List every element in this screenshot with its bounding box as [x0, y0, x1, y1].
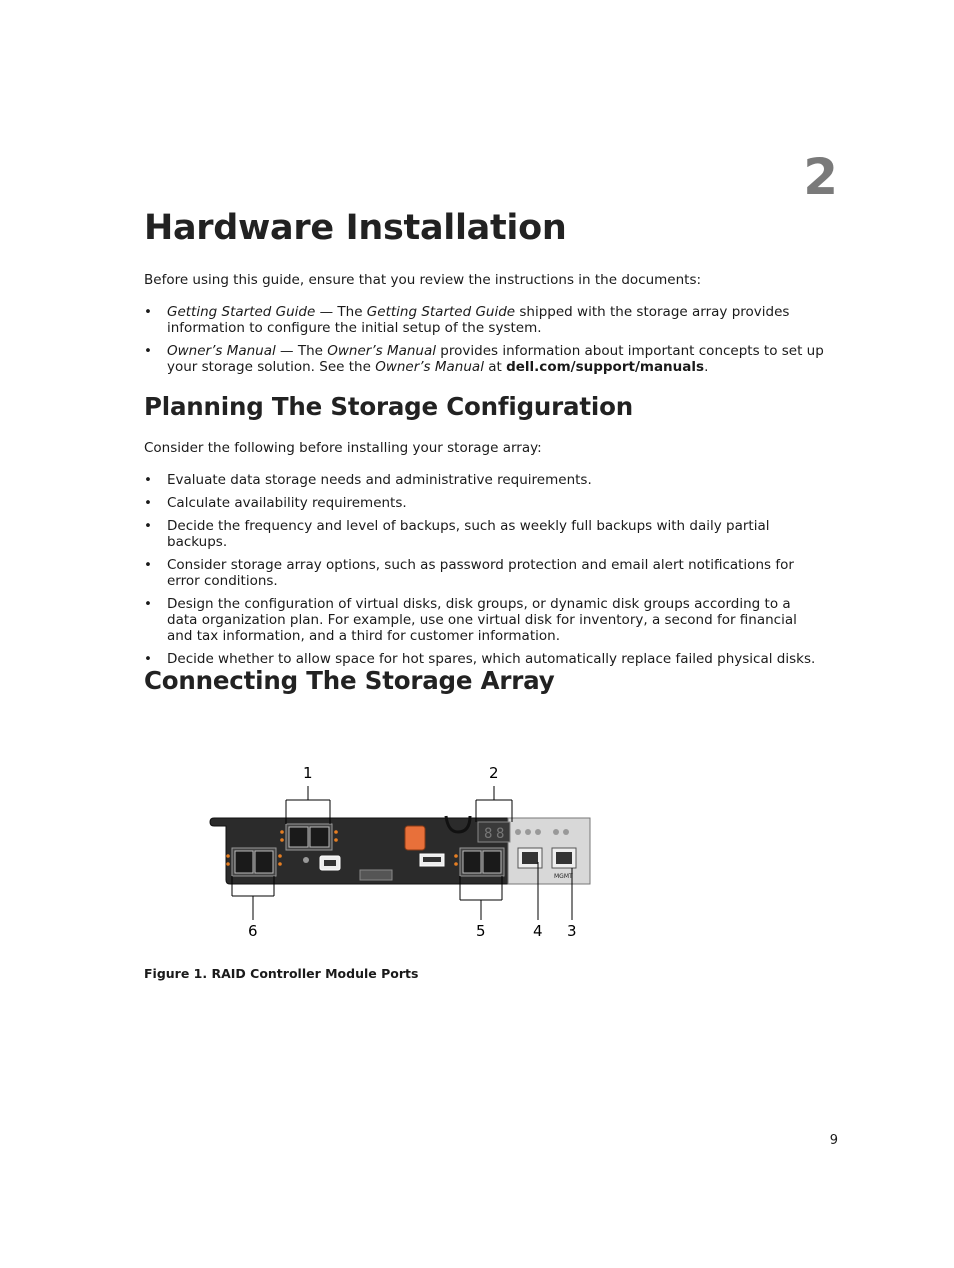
port-group-1: [280, 824, 338, 850]
figure-caption: Figure 1. RAID Controller Module Ports: [144, 966, 419, 981]
port-group-2: [478, 822, 510, 842]
list-item-getting-started: • Getting Started Guide — The Getting Started Guide shipped with the storage array provides information to configure the initial setup of the system.: [144, 304, 824, 336]
list-item: • Calculate availability requirements.: [144, 495, 824, 511]
svg-text:8: 8: [484, 826, 493, 842]
intro-paragraph: Before using this guide, ensure that you review the instructions in the documents:: [144, 272, 702, 288]
port-group-6: [226, 848, 282, 876]
callout-4: 4: [533, 922, 543, 940]
planning-intro: Consider the following before installing your storage array:: [144, 440, 542, 456]
callout-2: 2: [489, 764, 499, 782]
list-item: • Design the configuration of virtual disks, disk groups, or dynamic disk groups according to a data organization plan. For example, use one virtual disk for inventory, a second for financial and tax information, and a third for customer information.: [144, 596, 824, 644]
list-item-owners-manual: • Owner’s Manual — The Owner’s Manual provides information about important concepts to set up your storage solution. See the Owner’s Manual at dell.com/support/manuals.: [144, 343, 824, 375]
list-item: • Evaluate data storage needs and administrative requirements.: [144, 472, 824, 488]
planning-list: [144, 472, 824, 674]
chapter-number: 2: [803, 148, 838, 206]
callout-6: 6: [248, 922, 258, 940]
raid-controller-illustration: [200, 756, 600, 946]
raid-controller-figure: [200, 756, 600, 946]
manuals-link[interactable]: dell.com/support/manuals: [506, 359, 705, 375]
document-list: [144, 304, 824, 382]
section-heading-planning: Planning The Storage Configuration: [144, 392, 633, 421]
callout-1: 1: [303, 764, 313, 782]
list-item: • Consider storage array options, such as password protection and email alert notifications for error conditions.: [144, 557, 824, 589]
list-item: • Decide whether to allow space for hot spares, which automatically replace failed physical disks.: [144, 651, 824, 667]
callout-3: 3: [567, 922, 577, 940]
list-item: • Decide the frequency and level of backups, such as weekly full backups with daily partial backups.: [144, 518, 824, 550]
page-title: Hardware Installation: [144, 208, 567, 248]
page-number: 9: [829, 1133, 838, 1148]
section-heading-connecting: Connecting The Storage Array: [144, 666, 555, 695]
callout-5: 5: [476, 922, 486, 940]
mgmt-label: MGMT: [554, 873, 573, 880]
port-group-5: [454, 848, 504, 876]
svg-text:8: 8: [496, 826, 505, 842]
